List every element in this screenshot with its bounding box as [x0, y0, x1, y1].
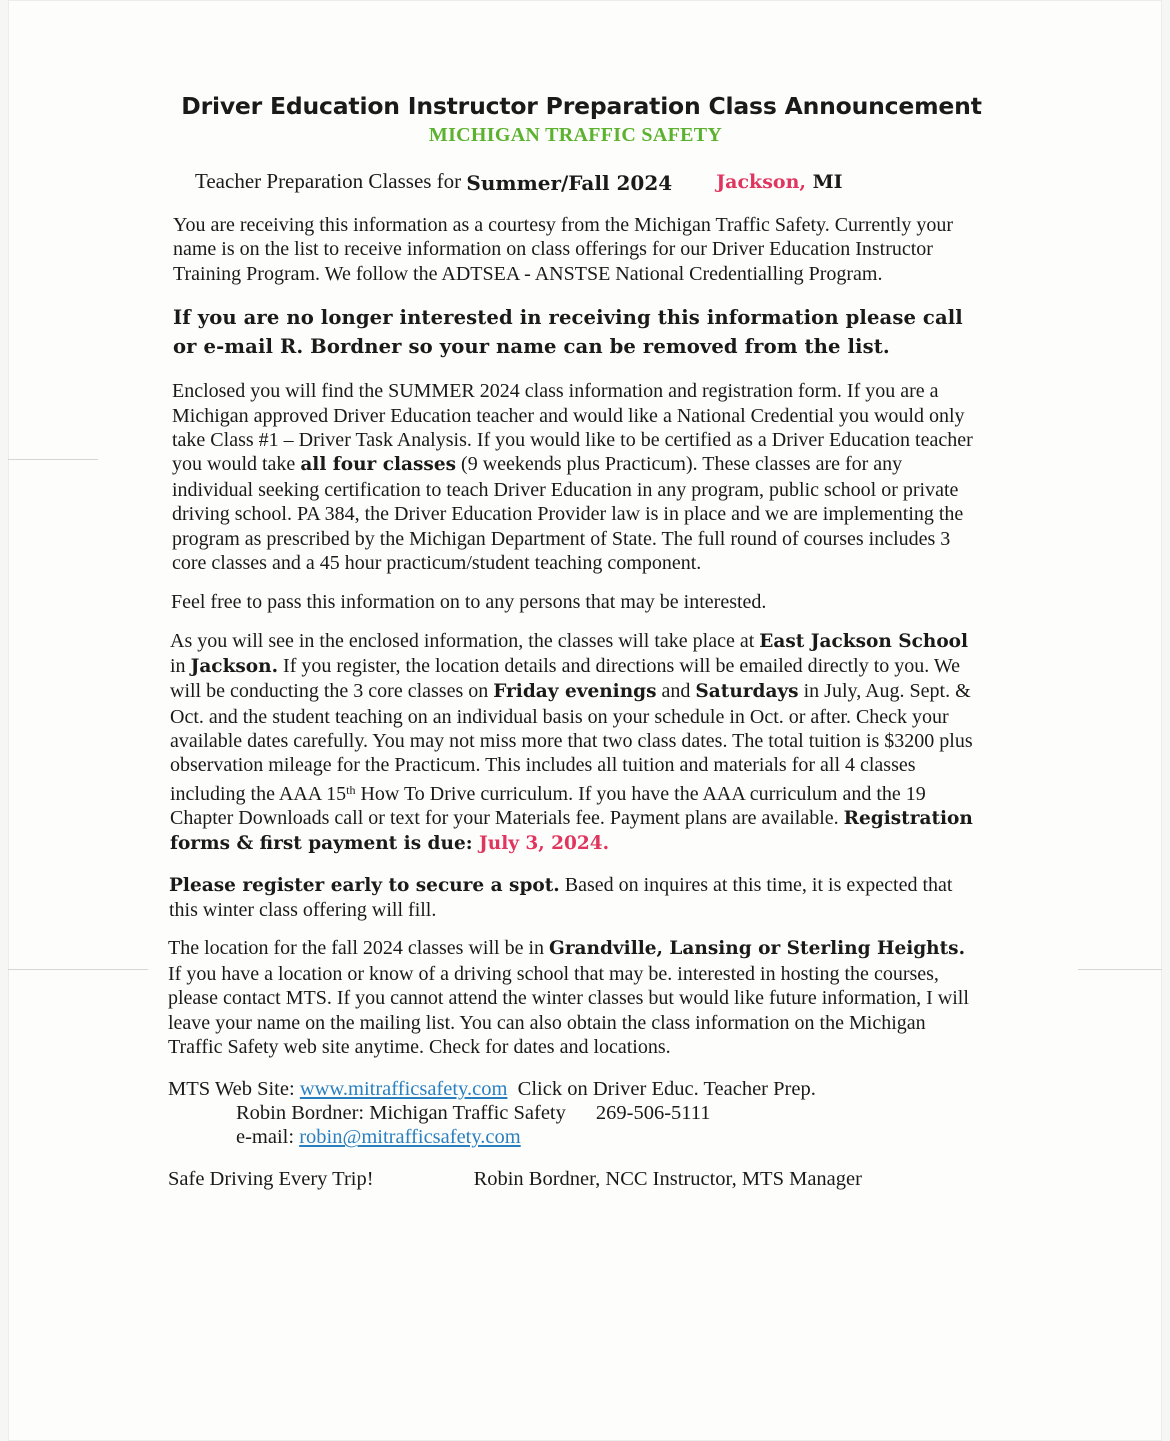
saturdays: Saturdays [695, 681, 799, 703]
document-title: Driver Education Instructor Preparation Class Announcement [181, 92, 982, 120]
class-state: MI [806, 171, 843, 193]
paragraph-courtesy: You are receiving this information as a courtesy from the Michigan Traffic Safety. Currently your name is on the list to receive information on class offerings for our Driver Education Instructor Training Program. We follow the ADTSEA - ANSTSE National Credentialling Program. [173, 214, 954, 285]
contact-phone: 269-506-5111 [595, 1102, 711, 1125]
class-city: Jackson, [716, 171, 807, 193]
register-early: Please register early to secure a spot. [169, 874, 560, 896]
slogan: Safe Driving Every Trip! [168, 1168, 374, 1191]
all-four-classes: all four classes [300, 454, 457, 476]
class-location [716, 169, 842, 195]
friday-evenings: Friday evenings [493, 681, 657, 703]
email-label: e-mail: [236, 1126, 300, 1149]
location-text-5: in July, Aug. Sept. & Oct. and the student teaching on an individual basis on your schedule in Oct. or after. Check your available dates carefully. You may not miss more that two class dates. The total tuition is $3200 plus observation mileage for the Practicum. This includes all tuition and materials for all 4 classes including the AAA 15 [170, 680, 973, 805]
email-link[interactable]: robin@mitrafficsafety.com [299, 1126, 521, 1149]
paragraph-register-early [169, 873, 983, 923]
location-text-6: How To Drive curriculum. If you have the AAA curriculum and the 19 Chapter Downloads call or text for your Materials fee. Payment plans are available. [170, 782, 926, 829]
document-subtitle: MICHIGAN TRAFFIC SAFETY [428, 124, 723, 146]
signature: Robin Bordner, NCC Instructor, MTS Manager [473, 1168, 862, 1191]
paragraph-enclosed [172, 379, 983, 575]
document-page [8, 0, 1162, 1441]
paragraph-unsubscribe: If you are no longer interested in receiving this information please call or e-mail R. Bordner so your name can be removed from the list. [173, 306, 963, 359]
web-site-link[interactable]: www.mitrafficsafety.com [299, 1078, 508, 1101]
ordinal-suffix: th [346, 782, 356, 797]
register-early-text: Based on inquires at this time, it is expected that this winter class offering will fill. [169, 873, 953, 921]
contact-line [168, 1101, 983, 1125]
contact-block [168, 1077, 983, 1191]
fall-text-2: If you have a location or know of a driving school that may be. interested in hosting the courses, please contact MTS. If you cannot attend the winter classes but would like future information, I will leave your name on the mailing list. You can also obtain the class information on the Michigan Traffic Safety web site anytime. Check for dates and locations. [168, 962, 969, 1058]
email-line [168, 1125, 983, 1149]
registration-due-date: July 3, 2024. [472, 833, 610, 855]
registration-due-label: Registration forms & first payment is due: [170, 807, 973, 855]
signoff-line [168, 1167, 983, 1191]
document-body [168, 92, 983, 1191]
paragraph-fall-location [168, 936, 983, 1059]
web-site-hint: Click on Driver Educ. Teacher Prep. [507, 1078, 816, 1101]
fall-cities: Grandville, Lansing or Sterling Heights. [549, 938, 966, 960]
fall-text-1: The location for the fall 2024 classes will be in [168, 937, 550, 960]
class-term-line [195, 169, 983, 195]
location-text-3: If you register, the location details and directions will be emailed directly to you. We will be conducting the 3 core classes on [170, 655, 961, 703]
web-site-line [168, 1077, 983, 1101]
city-name: Jackson. [190, 656, 279, 678]
class-term: Summer/Fall 2024 [466, 171, 673, 195]
web-site-label: MTS Web Site: [168, 1078, 300, 1101]
fold-line-left-lower [8, 969, 148, 970]
location-text-2: in [170, 655, 191, 678]
contact-name: Robin Bordner: Michigan Traffic Safety [236, 1102, 566, 1125]
location-text-4: and [656, 680, 696, 703]
location-text-1: As you will see in the enclosed information, the classes will take place at [170, 629, 760, 652]
school-name: East Jackson School [759, 630, 969, 652]
enclosed-text-1: Enclosed you will find the SUMMER 2024 class information and registration form. If you are a Michigan approved Driver Education teacher and would like a National Credential you would only take Class #1 – Driver Task Analysis. If you would like to be certified as a Driver Education teacher you would take [172, 380, 973, 476]
class-term-prefix: Teacher Preparation Classes for [195, 169, 467, 193]
enclosed-text-2: (9 weekends plus Practicum). These classes are for any individual seeking certification to teach Driver Education in any program, public school or private driving school. PA 384, the Driver Education Provider law is in place and we are implementing the program as prescribed by the Michigan Department of State. The full round of courses includes 3 core classes and a 45 hour practicum/student teaching component. [172, 453, 964, 575]
paragraph-pass-info: Feel free to pass this information on to any persons that may be interested. [171, 591, 767, 614]
fold-line-left [8, 459, 98, 460]
paragraph-location-details [170, 629, 983, 857]
fold-line-right-lower [1078, 969, 1162, 970]
